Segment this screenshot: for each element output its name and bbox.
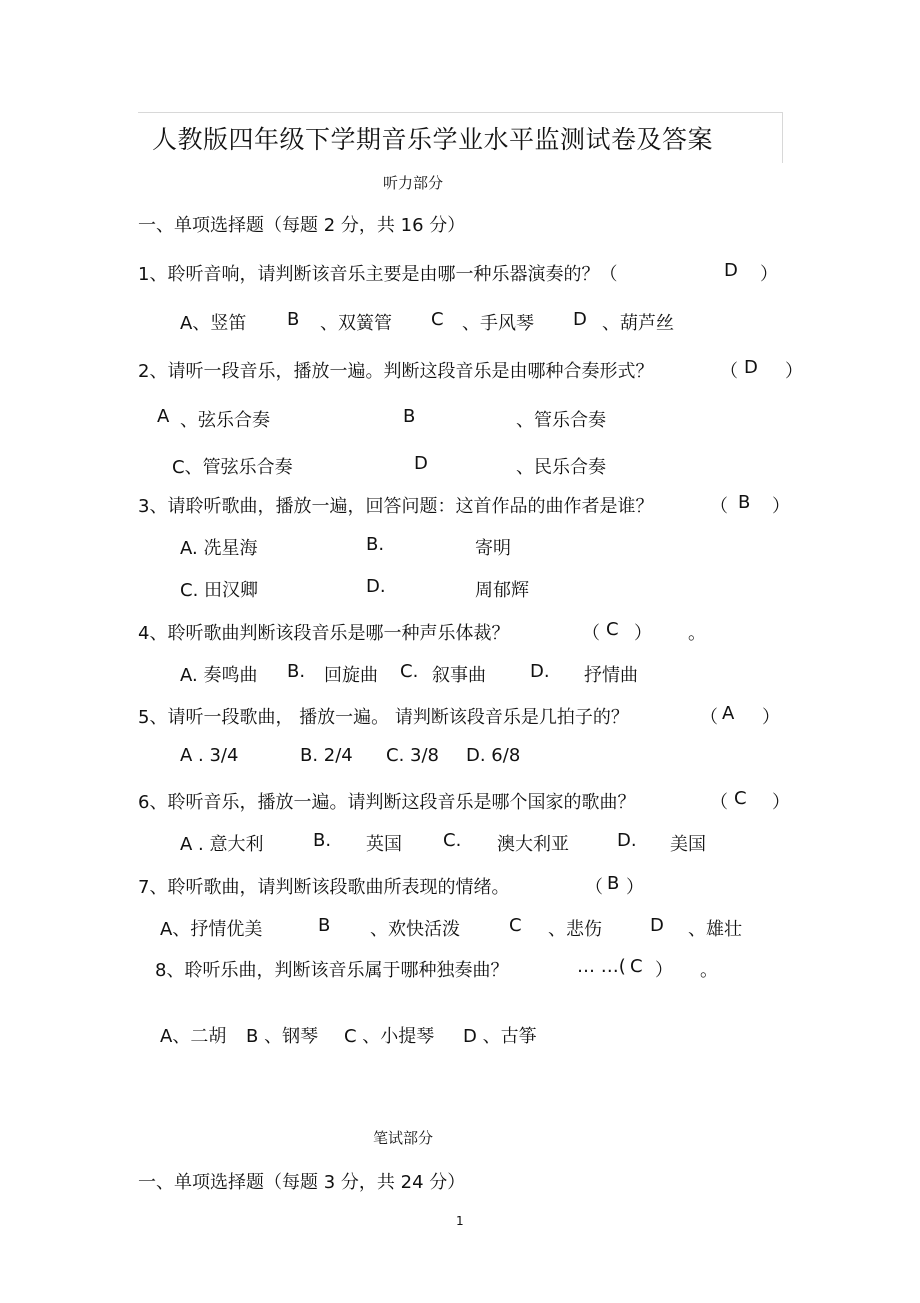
question-2-option: A bbox=[157, 406, 170, 427]
question-6-close-paren: ） bbox=[772, 792, 790, 813]
question-8-stem: 8、聆听乐曲，判断该音乐属于哪种独奏曲？ bbox=[155, 960, 509, 981]
question-7-option: D bbox=[650, 915, 664, 936]
question-3-open-paren: （ bbox=[710, 496, 728, 517]
question-5-close-paren: ） bbox=[762, 707, 780, 728]
question-2-option: 、管乐合奏 bbox=[516, 410, 606, 431]
question-3-option: B. bbox=[366, 534, 385, 555]
question-7-option: 、悲伤 bbox=[548, 919, 602, 940]
question-1-option: A、竖笛 bbox=[180, 313, 247, 334]
question-8-option: D 、古筝 bbox=[463, 1026, 537, 1047]
question-5-option: B. 2/4 bbox=[300, 745, 353, 766]
question-8-option: B 、钢琴 bbox=[246, 1026, 319, 1047]
question-5-option: D. 6/8 bbox=[466, 745, 521, 766]
question-5-option: A . 3/4 bbox=[180, 745, 239, 766]
question-8-period: 。 bbox=[700, 960, 718, 981]
question-7-option: 、雄壮 bbox=[688, 919, 742, 940]
question-1-option: C bbox=[431, 309, 444, 330]
question-6-option: 美国 bbox=[670, 834, 706, 855]
listening-section-heading: 听力部分 bbox=[383, 174, 444, 192]
part1-heading: 一、单项选择题（每题 2 分，共 16 分） bbox=[138, 215, 466, 236]
question-6-open-paren: （ bbox=[710, 792, 728, 813]
question-7-option: C bbox=[509, 915, 522, 936]
question-7-option: B bbox=[318, 915, 331, 936]
question-7-close-paren: ） bbox=[626, 877, 644, 898]
question-5-answer: A bbox=[722, 703, 735, 724]
question-7-option: A、抒情优美 bbox=[160, 919, 263, 940]
question-7-open-paren: （ bbox=[585, 877, 603, 898]
writing-section-heading: 笔试部分 bbox=[373, 1129, 434, 1147]
question-4-option: 抒情曲 bbox=[584, 665, 638, 686]
question-3-option: A. 冼星海 bbox=[180, 538, 258, 559]
question-8-answer: C bbox=[630, 956, 643, 977]
question-7-answer: B bbox=[607, 873, 620, 894]
question-2-option: D bbox=[414, 453, 428, 474]
question-3-option: D. bbox=[366, 576, 386, 597]
question-2-answer: D bbox=[744, 357, 758, 378]
question-3-answer: B bbox=[738, 492, 751, 513]
page-number: 1 bbox=[456, 1214, 464, 1228]
question-7-stem: 7、聆听歌曲，请判断该段歌曲所表现的情绪。 bbox=[138, 877, 510, 898]
question-2-close-paren: ） bbox=[785, 361, 803, 382]
question-6-answer: C bbox=[734, 788, 747, 809]
question-8-option: A、二胡 bbox=[160, 1026, 227, 1047]
question-3-close-paren: ） bbox=[772, 496, 790, 517]
question-6-stem: 6、聆听音乐，播放一遍。请判断这段音乐是哪个国家的歌曲？ bbox=[138, 792, 636, 813]
question-2-option: C、管弦乐合奏 bbox=[172, 457, 293, 478]
question-3-option: 周郁辉 bbox=[475, 580, 529, 601]
question-1-close-paren: ） bbox=[760, 264, 778, 285]
question-4-option: 叙事曲 bbox=[432, 665, 486, 686]
question-6-option: D. bbox=[617, 830, 637, 851]
question-4-option: A. 奏鸣曲 bbox=[180, 665, 258, 686]
question-2-option: 、弦乐合奏 bbox=[180, 410, 270, 431]
question-4-option: B. bbox=[287, 661, 306, 682]
question-6-option: A . 意大利 bbox=[180, 834, 264, 855]
question-1-option: B bbox=[287, 309, 300, 330]
question-4-stem: 4、聆听歌曲判断该段音乐是哪一种声乐体裁？ bbox=[138, 623, 510, 644]
question-8-option: C 、小提琴 bbox=[344, 1026, 435, 1047]
question-8-close-paren: ） bbox=[655, 960, 673, 981]
question-4-option: 回旋曲 bbox=[324, 665, 378, 686]
question-1-stem: 1、聆听音响，请判断该音乐主要是由哪一种乐器演奏的？（ bbox=[138, 264, 618, 285]
question-6-option: B. bbox=[313, 830, 332, 851]
question-1-option: 、双簧管 bbox=[320, 313, 392, 334]
question-1-option: 、葫芦丝 bbox=[602, 313, 674, 334]
question-6-option: 澳大利亚 bbox=[497, 834, 569, 855]
question-7-option: 、欢快活泼 bbox=[370, 919, 460, 940]
question-5-stem: 5、请听一段歌曲， 播放一遍。 请判断该段音乐是几拍子的？ bbox=[138, 707, 629, 728]
question-6-option: C. bbox=[443, 830, 462, 851]
question-8-dots: … …( bbox=[577, 956, 626, 977]
question-5-open-paren: （ bbox=[700, 707, 718, 728]
question-4-period: 。 bbox=[688, 623, 706, 644]
question-1-option: 、手风琴 bbox=[462, 313, 534, 334]
question-2-stem: 2、请听一段音乐，播放一遍。判断这段音乐是由哪种合奏形式？ bbox=[138, 361, 654, 382]
question-4-open-paren: （ bbox=[582, 623, 600, 644]
question-6-option: 英国 bbox=[366, 834, 402, 855]
question-4-option: C. bbox=[400, 661, 419, 682]
question-3-option: 寄明 bbox=[475, 538, 511, 559]
question-3-stem: 3、请聆听歌曲，播放一遍，回答问题：这首作品的曲作者是谁？ bbox=[138, 496, 654, 517]
question-4-answer: C bbox=[606, 619, 619, 640]
question-1-option: D bbox=[573, 309, 587, 330]
document-title: 人教版四年级下学期音乐学业水平监测试卷及答案 bbox=[152, 125, 714, 154]
question-3-option: C. 田汉卿 bbox=[180, 580, 259, 601]
question-4-option: D. bbox=[530, 661, 550, 682]
question-5-option: C. 3/8 bbox=[386, 745, 439, 766]
question-2-open-paren: （ bbox=[720, 361, 738, 382]
question-4-close-paren: ） bbox=[634, 623, 652, 644]
part2-heading: 一、单项选择题（每题 3 分，共 24 分） bbox=[138, 1172, 466, 1193]
question-1-answer: D bbox=[724, 260, 738, 281]
question-2-option: B bbox=[403, 406, 416, 427]
question-2-option: 、民乐合奏 bbox=[516, 457, 606, 478]
